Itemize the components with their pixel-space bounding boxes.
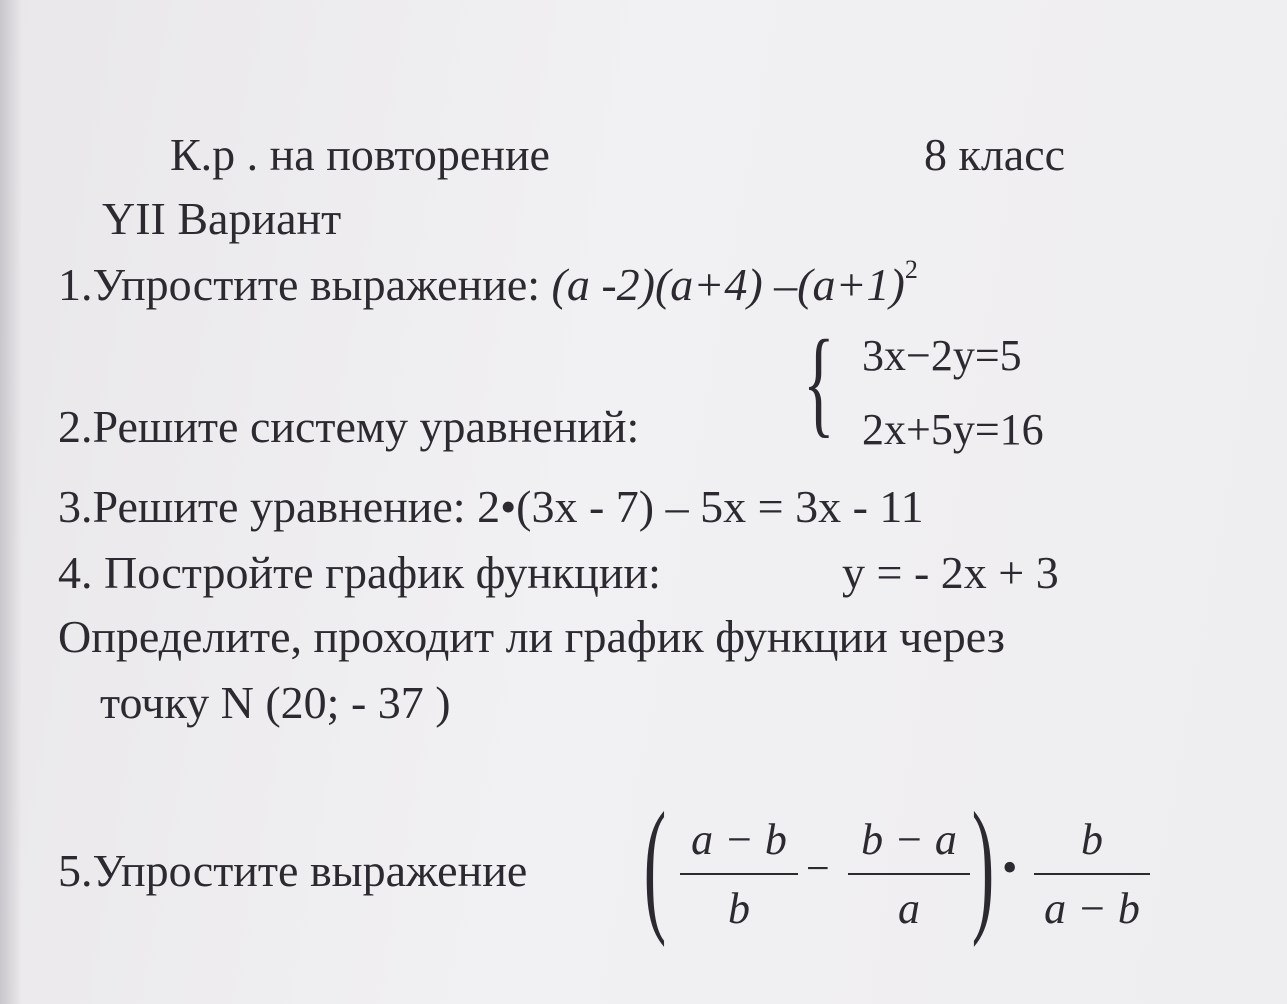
task-5-label: 5.Упростите выражение: [58, 845, 528, 896]
fraction-2-denominator: a: [898, 884, 920, 933]
system-equation-2: 2x+5y=16: [862, 405, 1044, 454]
task-1-power: 2: [904, 255, 918, 284]
task-3-expression: 2•(3x - 7) – 5x = 3x - 11: [477, 481, 924, 532]
multiply-dot: •: [1002, 843, 1018, 892]
task-1: [58, 255, 918, 310]
fraction-1-numerator: a − b: [691, 815, 787, 864]
variant-label: YII Вариант: [102, 193, 342, 244]
task-1-expression: (a -2)(a+4) –(a+1): [551, 259, 905, 310]
page-shadow: [0, 0, 22, 1004]
fraction-2: [848, 814, 970, 934]
task-4-label: 4. Постройте график функции:: [58, 547, 661, 598]
system-equation-1: 3x−2y=5: [862, 331, 1022, 380]
fraction-3-numerator: b: [1081, 815, 1103, 864]
fraction-1-denominator: b: [728, 884, 750, 933]
task-3-label: 3.Решите уравнение:: [58, 481, 466, 532]
grade-label: 8 класс: [924, 129, 1066, 180]
fraction-minus: −: [806, 846, 830, 892]
fraction-1-bar: [680, 873, 798, 875]
fraction-1: [680, 814, 798, 934]
right-parenthesis: ): [971, 782, 995, 948]
task-3: [58, 481, 924, 532]
task-1-label: 1.Упростите выражение:: [58, 259, 541, 310]
task-4-point: точку N (20; - 37 ): [100, 677, 451, 728]
worksheet-title: К.р . на повторение: [170, 129, 550, 180]
task-4-question: Определите, проходит ли график функции через: [58, 611, 1005, 662]
task-2-label: 2.Решите систему уравнений:: [58, 401, 640, 452]
fraction-2-numerator: b − a: [861, 815, 957, 864]
fraction-3-denominator: a − b: [1044, 884, 1140, 933]
task-4-function: y = - 2x + 3: [842, 547, 1059, 598]
fraction-3-bar: [1034, 873, 1150, 875]
fraction-2-bar: [848, 873, 970, 875]
left-parenthesis: (: [643, 782, 667, 948]
fraction-3: [1034, 814, 1150, 934]
system-brace: {: [802, 315, 835, 448]
